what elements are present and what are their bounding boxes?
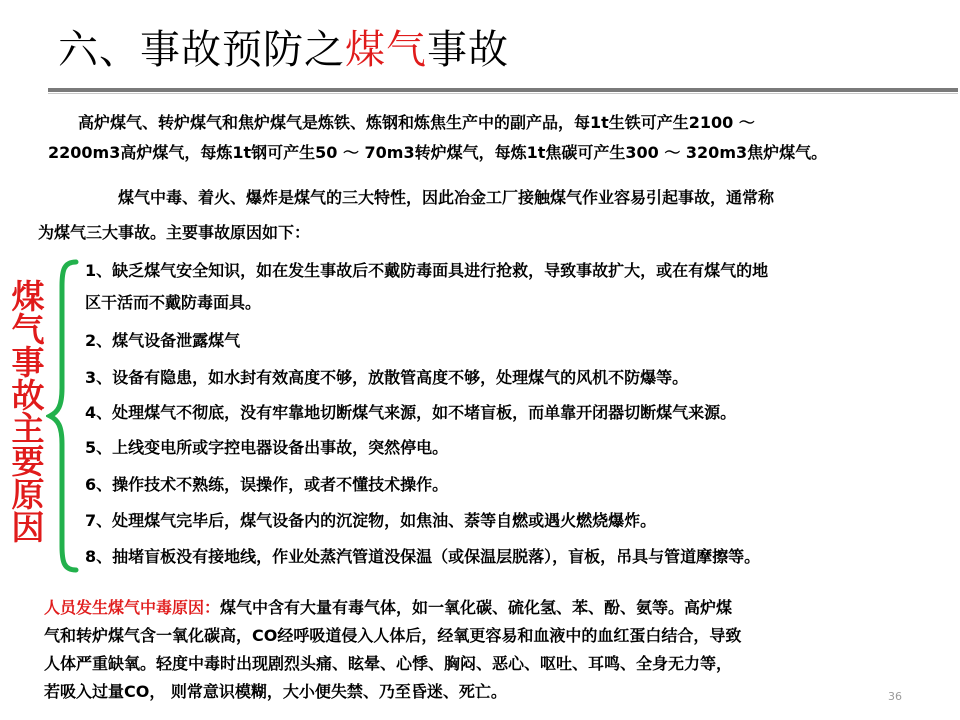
curly-brace-icon — [46, 258, 82, 574]
page-number: 36 — [888, 690, 902, 703]
title-highlight: 煤气 — [345, 27, 427, 73]
list-item: 2、煤气设备泄露煤气 — [85, 331, 241, 350]
side-label-char: 事 — [11, 343, 45, 382]
intro-line-2: 2200m3高炉煤气，每炼1t钢可产生50 ～ 70m3转炉煤气，每炼1t焦碳可产生300 ～ 320m3焦炉煤气。 — [48, 143, 828, 162]
side-label-char: 煤 — [11, 277, 45, 316]
side-label-char: 原 — [11, 475, 45, 514]
side-label-char: 故 — [11, 376, 45, 415]
list-item: 7、处理煤气完毕后，煤气设备内的沉淀物，如焦油、萘等自燃或遇火燃烧爆炸。 — [85, 511, 657, 530]
features-line-1: 煤气中毒、着火、爆炸是煤气的三大特性，因此冶金工厂接触煤气作业容易引起事故，通常称 — [118, 188, 775, 207]
side-label-char: 主 — [11, 409, 45, 448]
side-label — [6, 277, 50, 547]
poison-line-1 — [44, 594, 732, 622]
list-item: 4、处理煤气不彻底，没有牢靠地切断煤气来源，如不堵盲板，而单靠开闭器切断煤气来源。 — [85, 403, 737, 422]
intro-line-1: 高炉煤气、转炉煤气和焦炉煤气是炼铁、炼钢和炼焦生产中的副产品，每1t生铁可产生2100 ～ — [78, 113, 755, 132]
poison-label: 人员发生煤气中毒原因： — [44, 598, 221, 617]
title-prefix: 六、事故预防之 — [58, 27, 345, 73]
slide-title — [58, 18, 509, 75]
list-item: 3、设备有隐患，如水封有效高度不够，放散管高度不够，处理煤气的风机不防爆等。 — [85, 368, 689, 387]
poison-line-3: 人体严重缺氧。轻度中毒时出现剧烈头痛、眩晕、心悸、胸闷、恶心、呕吐、耳鸣、全身无力等， — [44, 654, 733, 673]
title-divider-shadow — [48, 93, 958, 94]
list-item: 8、抽堵盲板没有接地线，作业处蒸汽管道没保温（或保温层脱落），盲板，吊具与管道摩擦等。 — [85, 547, 761, 566]
side-label-char: 要 — [11, 442, 45, 481]
poison-text: 煤气中含有大量有毒气体，如一氧化碳、硫化氢、苯、酚、氨等。高炉煤 — [220, 598, 733, 617]
title-divider — [48, 88, 958, 92]
list-item: 6、操作技术不熟练，误操作，或者不懂技术操作。 — [85, 475, 449, 494]
list-item: 1、缺乏煤气安全知识，如在发生事故后不戴防毒面具进行抢救，导致事故扩大，或在有煤气的地 — [85, 261, 769, 280]
title-suffix: 事故 — [427, 27, 509, 73]
side-label-char: 因 — [11, 508, 45, 547]
poison-line-4: 若吸入过量CO， 则常意识模糊，大小便失禁、乃至昏迷、死亡。 — [44, 682, 507, 701]
side-label-char: 气 — [11, 310, 45, 349]
features-line-2: 为煤气三大事故。主要事故原因如下： — [38, 223, 311, 242]
poison-line-2: 气和转炉煤气含一氧化碳高，CO经呼吸道侵入人体后，经氧更容易和血液中的血红蛋白结合，导致 — [44, 626, 742, 645]
list-item: 5、上线变电所或字控电器设备出事故，突然停电。 — [85, 438, 449, 457]
list-item: 区干活而不戴防毒面具。 — [85, 293, 262, 312]
